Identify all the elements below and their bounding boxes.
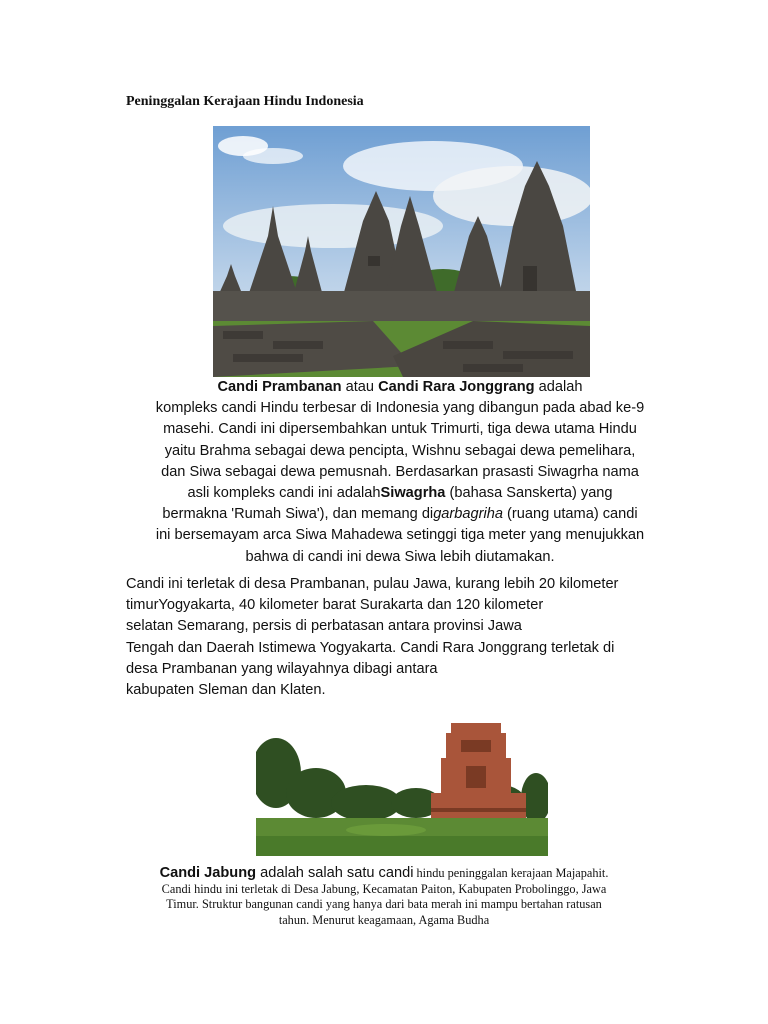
location-line-4: Tengah dan Daerah Istimewa Yogyakarta. Candi Rara Jonggrang terletak di [126, 639, 615, 656]
garbagriha-term: garbagriha [433, 506, 503, 523]
jabung-description [120, 866, 648, 928]
prambanan-line-7 [120, 504, 680, 525]
page-title: Peninggalan Kerajaan Hindu Indonesia [126, 94, 364, 109]
prambanan-line-1 [120, 377, 680, 398]
location-paragraph [126, 574, 686, 701]
text-fragment: hindu peninggalan kerajaan Majapahit. [413, 866, 609, 880]
text-fragment: (bahasa Sanskerta) yang [445, 485, 613, 502]
prambanan-temple-photo [213, 126, 590, 377]
location-line-5: desa Prambanan yang wilayahnya dibagi antara [126, 660, 438, 677]
prambanan-line-6 [120, 483, 680, 504]
text-fragment: atau [341, 379, 379, 395]
jabung-line-1 [120, 866, 648, 882]
prambanan-line-4: yaitu Brahma sebagai dewa pencipta, Wishnu sebagai dewa pemelihara, [164, 442, 636, 459]
prambanan-line-9: bahwa di candi ini dewa Siwa lebih diutamakan. [245, 548, 555, 565]
text-fragment: asli kompleks candi ini adalah [187, 485, 381, 502]
location-line-6: kabupaten Sleman dan Klaten. [126, 682, 326, 699]
location-line-2: timurYogyakarta, 40 kilometer barat Surakarta dan 120 kilometer [126, 597, 544, 614]
jabung-line-3: Timur. Struktur bangunan candi yang hanya dari bata merah ini mampu bertahan ratusan [166, 897, 602, 912]
prambanan-line-3: masehi. Candi ini dipersembahkan untuk Trimurti, tiga dewa utama Hindu [163, 421, 637, 438]
prambanan-description [120, 377, 680, 568]
prambanan-line-8: ini bersemayam arca Siwa Mahadewa setinggi tiga meter yang menujukkan [155, 527, 645, 544]
prambanan-line-2: kompleks candi Hindu terbesar di Indonesia yang dibangun pada abad ke-9 [155, 400, 645, 417]
location-line-3: selatan Semarang, persis di perbatasan antara provinsi Jawa [126, 618, 522, 635]
text-fragment: adalah salah satu candi [256, 865, 414, 881]
prambanan-line-5: dan Siwa sebagai dewa pemusnah. Berdasarkan prasasti Siwagrha nama [161, 463, 639, 480]
text-fragment: adalah [534, 379, 583, 395]
siwagrha-term: Siwagrha [380, 485, 446, 502]
jabung-line-2: Candi hindu ini terletak di Desa Jabung, Kecamatan Paiton, Kabupaten Probolinggo, Jawa [161, 881, 607, 896]
prambanan-name: Candi Prambanan [217, 379, 342, 395]
text-fragment: (ruang utama) candi [502, 506, 638, 523]
jabung-name: Candi Jabung [159, 865, 257, 881]
text-fragment: bermakna 'Rumah Siwa'), dan memang di [162, 506, 434, 523]
jabung-temple-photo [256, 718, 548, 856]
location-line-1: Candi ini terletak di desa Prambanan, pulau Jawa, kurang lebih 20 kilometer [126, 576, 619, 592]
jabung-line-4: tahun. Menurut keagamaan, Agama Budha [278, 912, 490, 927]
rara-jonggrang-name: Candi Rara Jonggrang [378, 379, 535, 395]
